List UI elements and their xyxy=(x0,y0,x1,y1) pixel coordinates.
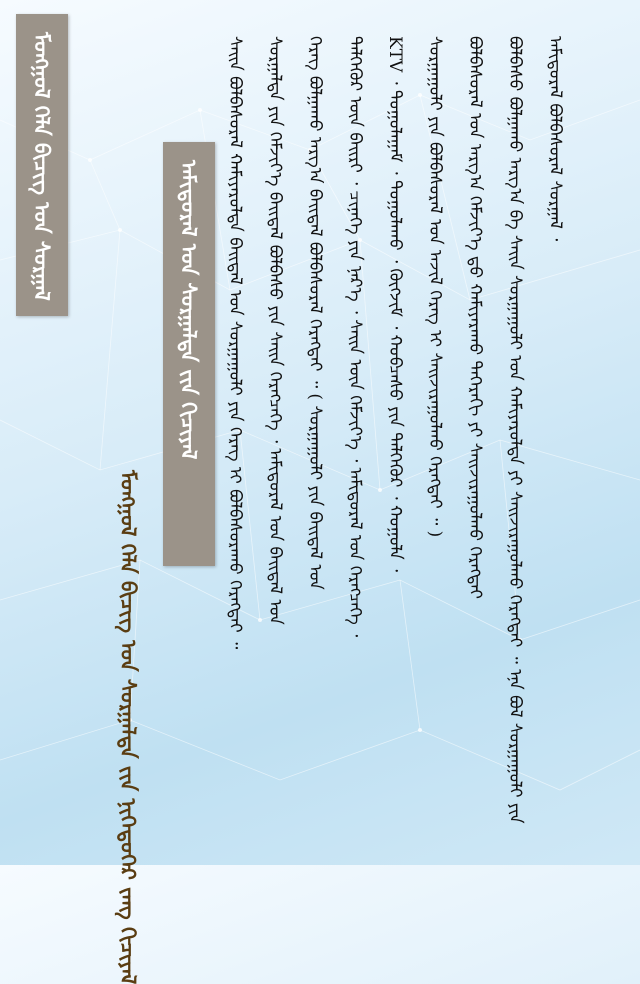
body-line: ᠰᠤᠷᠭᠠᠯᠲᠠ ᠶᠢᠨ ᠬᠡᠮᠵᠢᠶ᠎ᠡ ᠪᠠᠢᠳᠠᠯ ᠪᠣᠯᠪᠠᠰᠤ ᠶᠢᠨ ᠰᠠᠢᠨ ᠬᠡᠷᠡᠭᠴᠡᠭᠡ ᠂ ᠠᠮᠢᠳᠤᠷᠠᠯ ᠤᠨ ᠪᠠᠢᠳᠠᠯ ᠤᠨ xyxy=(265,36,285,625)
body-line: ᠰᠤᠷᠭᠠᠭᠤᠯᠢ ᠶᠢᠨ ᠪᠣᠯᠪᠠᠰᠤᠷᠠᠯ ᠤᠨ ᠠᠵᠢᠯ ᠬᠡᠷᠡᠭ ᠢ ᠰᠠᠢᠵᠢᠷᠠᠭᠤᠯᠬᠤ ᠬᠡᠷᠡᠭᠲᠡᠢ ᠃ ) xyxy=(425,36,445,538)
title-label: ᠠᠮᠢᠳᠤᠷᠠᠯ ᠤᠨ ᠰᠤᠷᠭᠠᠯᠲᠠ ᠵᠢᠨ ᠬᠢᠴᠢᠶᠡᠯ xyxy=(176,160,202,460)
body-line: KTV ᠂ ᠲᠣᠭᠣᠯᠠᠭᠠᠮ ᠂ ᠳᠤᠭᠤᠯᠠᠬᠤ ᠂ ᠬᠥᠭᠵᠢᠮ ᠂ ᠬᠤᠪᠴᠠᠰᠤ ᠶᠢᠨ ᠳᠡᠯᠭᠡᠭᠦᠷ ᠂ ᠬᠣᠭᠣᠯᠠ ᠂ xyxy=(385,36,405,572)
body-line: ᠠᠮᠢᠳᠤᠷᠠᠯ ᠪᠣᠯᠪᠠᠰᠤᠷᠠᠯ ᠰᠤᠷᠭᠠᠯ ᠂ xyxy=(545,36,565,242)
section-label: ᠮᠣᠩᠭᠣᠯ ᠬᠡᠯᠡ ᠪᠢᠴᠢᠭ ᠤᠨ ᠰᠤᠷᠭᠠᠯ xyxy=(29,32,55,301)
body-line: ᠰᠠᠢᠨ ᠪᠣᠯᠪᠠᠰᠤᠷᠠᠯ ᠬᠠᠮᠢᠶᠠᠷᠤᠯᠲᠠ ᠪᠠᠢᠳᠠᠯ ᠤᠨ ᠰᠤᠷᠭᠠᠭᠤᠯᠢ ᠶᠢᠨ ᠬᠡᠷᠡᠭ ᠢ ᠪᠣᠯᠪᠠᠰᠤᠷᠠᠬᠤ ᠬᠡᠷᠡᠭᠲᠡᠢ ᠃ xyxy=(225,36,245,650)
section-label-box xyxy=(16,14,68,316)
title-label-box xyxy=(163,142,215,566)
subtitle: ᠮᠣᠩᠭᠣᠯ ᠬᠡᠯᠡ ᠪᠢᠴᠢᠭ ᠤᠨ ᠰᠤᠷᠭᠠᠯᠲᠠ ᠵᠢᠨ ᠨᠢᠭᠡᠳᠦᠭᠡᠷ ᠵᠠᠩ ᠬᠢᠴᠢᠶᠡᠯ xyxy=(116,470,141,984)
body-text xyxy=(226,36,586,836)
body-line: ᠪᠣᠯᠪᠠᠰᠤ ᠪᠣᠯᠭᠠᠬᠤ ᠠᠷᠭ᠎ᠠ ᠪᠠ ᠰᠠᠢᠨ ᠰᠤᠷᠭᠠᠭᠤᠯᠢ ᠤᠨ ᠬᠠᠮᠢᠶᠠᠷᠤᠯᠲᠠ ᠶᠢ ᠰᠠᠢᠵᠢᠷᠠᠭᠤᠯᠬᠤ ᠬᠡᠷᠡᠭᠲᠡᠢ ᠃ ᠡᠨᠡ ᠪᠣᠯ ᠰᠤᠷᠭᠠᠭᠤᠯᠢ ᠶᠢᠨ xyxy=(505,36,525,824)
body-line: ᠬᠡᠷᠡᠭ ᠪᠣᠯᠭᠠᠬᠤ ᠠᠷᠭ᠎ᠠ ᠪᠠᠢᠳᠠᠯ ᠪᠣᠯᠪᠠᠰᠤᠷᠠᠯ ᠬᠡᠷᠡᠭᠲᠡᠢ ᠃ ( ᠰᠤᠷᠭᠠᠭᠤᠯᠢ ᠶᠢᠨ ᠪᠠᠢᠳᠠᠯ ᠤᠨ xyxy=(305,36,325,590)
body-line: ᠪᠣᠯᠪᠠᠰᠤᠷᠠᠯ ᠤᠨ ᠠᠷᠭ᠎ᠠ ᠬᠡᠮᠵᠢᠶ᠎ᠡ ᠳ᠋ᠤ ᠬᠠᠮᠢᠶᠠᠷᠠᠬᠤ ᠳᠡᠭᠡᠷᠡᠬᠢ ᠶᠢ ᠰᠠᠢᠵᠢᠷᠠᠭᠤᠯᠬᠤ ᠬᠡᠷᠡᠭᠲᠡᠢ xyxy=(465,36,485,599)
body-line: ᠳᠡᠯᠭᠡᠭᠦᠷ ᠦᠨ ᠪᠠᠢᠷᠢ ᠂ ᠴᠢᠨᠡᠭᠡ ᠶᠢᠨ ᠨᠡᠷ᠎ᠡ ᠂ ᠰᠠᠢᠨ ᠦᠨ ᠬᠡᠮᠵᠢᠶ᠎ᠡ ᠂ ᠠᠮᠢᠳᠤᠷᠠᠯ ᠤᠨ ᠬᠡᠷᠡᠭᠴᠡᠭᠡ ᠂ xyxy=(345,36,365,638)
